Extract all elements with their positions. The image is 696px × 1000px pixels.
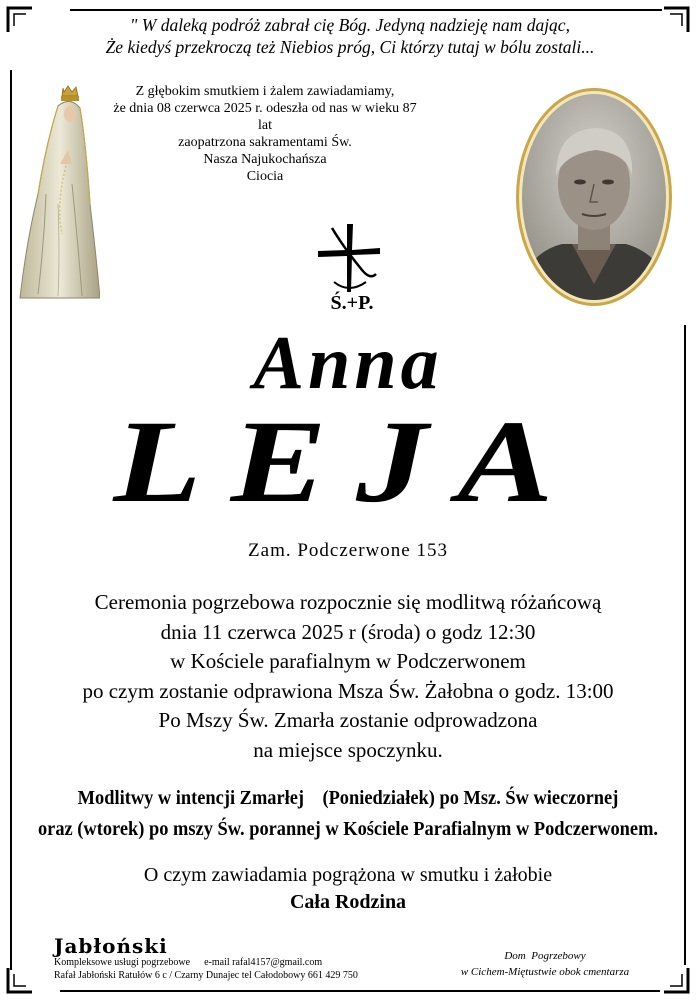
ceremony-line-3: w Kościele parafialnym w Podczerwonem bbox=[170, 649, 526, 673]
corner-ornament-top-left bbox=[6, 6, 34, 34]
company-email: e-mail rafal4157@gmail.com bbox=[204, 957, 323, 968]
frame-bottom-line bbox=[60, 990, 660, 992]
deceased-last-name: LEJA bbox=[113, 396, 583, 527]
poem-line-2: Że kiedyś przekroczą też Niebios próg, Ci którzy tutaj w bólu zostali... bbox=[105, 37, 595, 57]
poem-quote bbox=[40, 14, 660, 58]
funeral-company-info bbox=[54, 936, 394, 982]
virgin-mary-statue-image bbox=[16, 84, 100, 302]
corner-ornament-bottom-left bbox=[6, 966, 34, 994]
intro-line-1: Z głębokim smutkiem i żalem zawiadamiamy, bbox=[135, 84, 395, 99]
frame-top-line bbox=[70, 9, 662, 11]
corner-ornament-bottom-right bbox=[662, 966, 690, 994]
deceased-portrait-photo bbox=[512, 84, 676, 310]
company-address-phone: Rafał Jabłoński Ratułów 6 c / Czarny Dunajec tel Całodobowy 661 429 750 bbox=[54, 970, 358, 981]
deceased-address: Zam. Podczerwone 153 bbox=[248, 540, 448, 561]
intro-line-2: że dnia 08 czerwca 2025 r. odeszła od nas w wieku 87 lat bbox=[113, 101, 417, 133]
prayers-line-2: oraz (wtorek) po mszy Św. porannej w Kościele Parafialnym w Podczerwonem. bbox=[37, 818, 659, 840]
deceased-first-name: Anna bbox=[253, 321, 443, 405]
ceremony-line-1: Ceremonia pogrzebowa rozpocznie się modlitwą różańcową bbox=[94, 590, 602, 614]
funeral-home-info bbox=[430, 948, 660, 980]
prayers-info bbox=[0, 783, 696, 845]
ceremony-line-6: na miejsce spoczynku. bbox=[253, 737, 443, 762]
ceremony-line-5: Po Mszy Św. Zmarła zostanie odprowadzona bbox=[158, 708, 538, 732]
prayers-line-1: Modlitwy w intencji Zmarłej (Poniedziałek) po Msz. Św wieczornej bbox=[77, 787, 619, 809]
sp-abbreviation: Ś.+P. bbox=[330, 292, 374, 314]
intro-line-3: zaopatrzona sakramentami Św. bbox=[178, 135, 352, 150]
ceremony-line-2: dnia 11 czerwca 2025 r (środa) o godz 12:30 bbox=[160, 619, 536, 644]
ceremony-line-4: po czym zostanie odprawiona Msza Św. Żałobna o godz. 13:00 bbox=[82, 678, 614, 703]
closing-note bbox=[0, 862, 696, 916]
funeral-home-title: Dom Pogrzebowy bbox=[504, 950, 586, 962]
family-signature: Cała Rodzina bbox=[289, 891, 407, 913]
funeral-home-location: w Cichem-Miętustwie obok cmentarza bbox=[460, 966, 630, 978]
closing-line-1: O czym zawiadamia pogrążona w smutku i żałobie bbox=[143, 864, 553, 886]
ceremony-details bbox=[0, 588, 696, 765]
intro-line-4: Nasza Najukochańsza bbox=[203, 152, 327, 167]
intro-line-5: Ciocia bbox=[246, 169, 284, 184]
announcement-intro bbox=[110, 83, 420, 185]
corner-ornament-top-right bbox=[662, 6, 690, 34]
poem-line-1: " W daleką podróż zabrał cię Bóg. Jedyną nadzieję nam dając, bbox=[130, 15, 570, 35]
company-brand: Jabłoński bbox=[54, 934, 168, 958]
company-services: Kompleksowe usługi pogrzebowe bbox=[54, 957, 191, 968]
